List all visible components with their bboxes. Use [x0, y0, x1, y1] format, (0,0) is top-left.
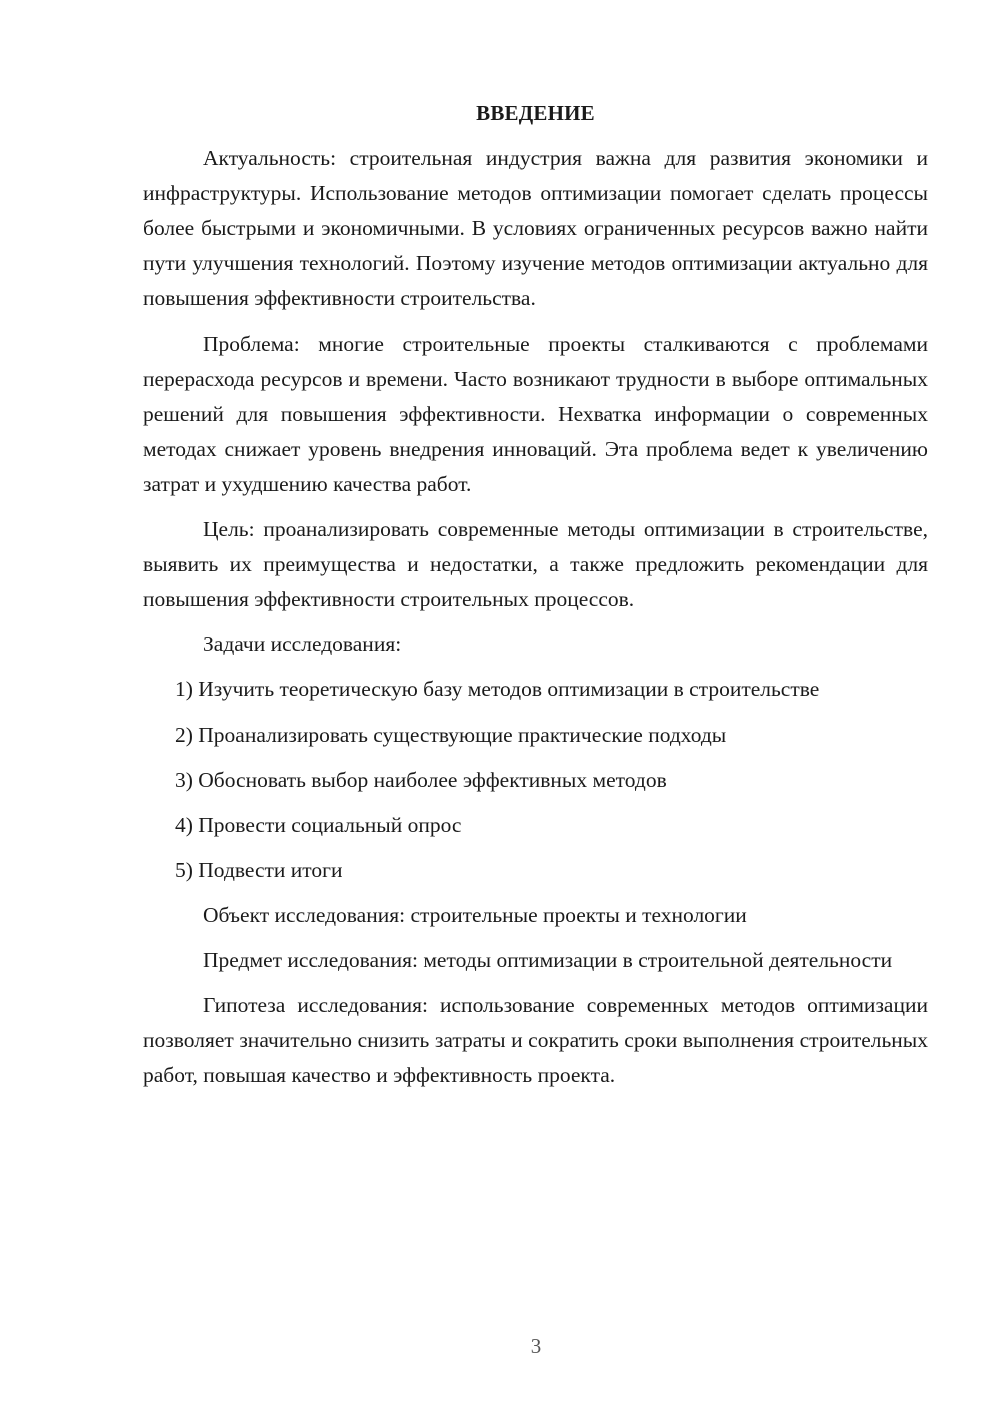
task-item-5: 5) Подвести итоги	[175, 857, 343, 882]
tasks-list	[143, 672, 928, 887]
task-item-1: 1) Изучить теоретическую базу методов оптимизации в строительстве	[175, 677, 820, 702]
problem-paragraph: Проблема: многие строительные проекты сталкиваются с проблемами перерасхода ресурсов и времени. Часто возникают трудности в выборе оптимальных решений для повышения эффективности. Нехватка информации о современных методах снижает уровень внедрения инноваций. Эта проблема ведет к увеличению затрат и ухудшению качества работ.	[143, 331, 928, 496]
goal-paragraph: Цель: проанализировать современные методы оптимизации в строительстве, выявить их преимущества и недостатки, а также предложить рекомендации для повышения эффективности строительных процессов.	[143, 517, 928, 612]
research-object: Объект исследования: строительные проекты и технологии	[203, 902, 747, 927]
tasks-heading: Задачи исследования:	[203, 632, 402, 657]
task-item-2: 2) Проанализировать существующие практические подходы	[175, 722, 727, 747]
section-title: ВВЕДЕНИЕ	[476, 101, 595, 125]
research-subject: Предмет исследования: методы оптимизации в строительной деятельности	[203, 947, 893, 972]
relevance-paragraph: Актуальность: строительная индустрия важна для развития экономики и инфраструктуры. Использование методов оптимизации помогает сделать процессы более быстрыми и экономичными. В условиях ограниченных ресурсов важно найти пути улучшения технологий. Поэтому изучение методов оптимизации актуально для повышения эффективности строительства.	[143, 146, 928, 311]
page-number: 3	[530, 1334, 542, 1358]
research-hypothesis: Гипотеза исследования: использование современных методов оптимизации позволяет значительно снизить затраты и сократить сроки выполнения строительных работ, повышая качество и эффективность проекта.	[143, 993, 928, 1088]
task-item-4: 4) Провести социальный опрос	[175, 812, 462, 837]
document-page	[143, 96, 928, 1103]
task-item-3: 3) Обосновать выбор наиболее эффективных методов	[175, 767, 667, 792]
